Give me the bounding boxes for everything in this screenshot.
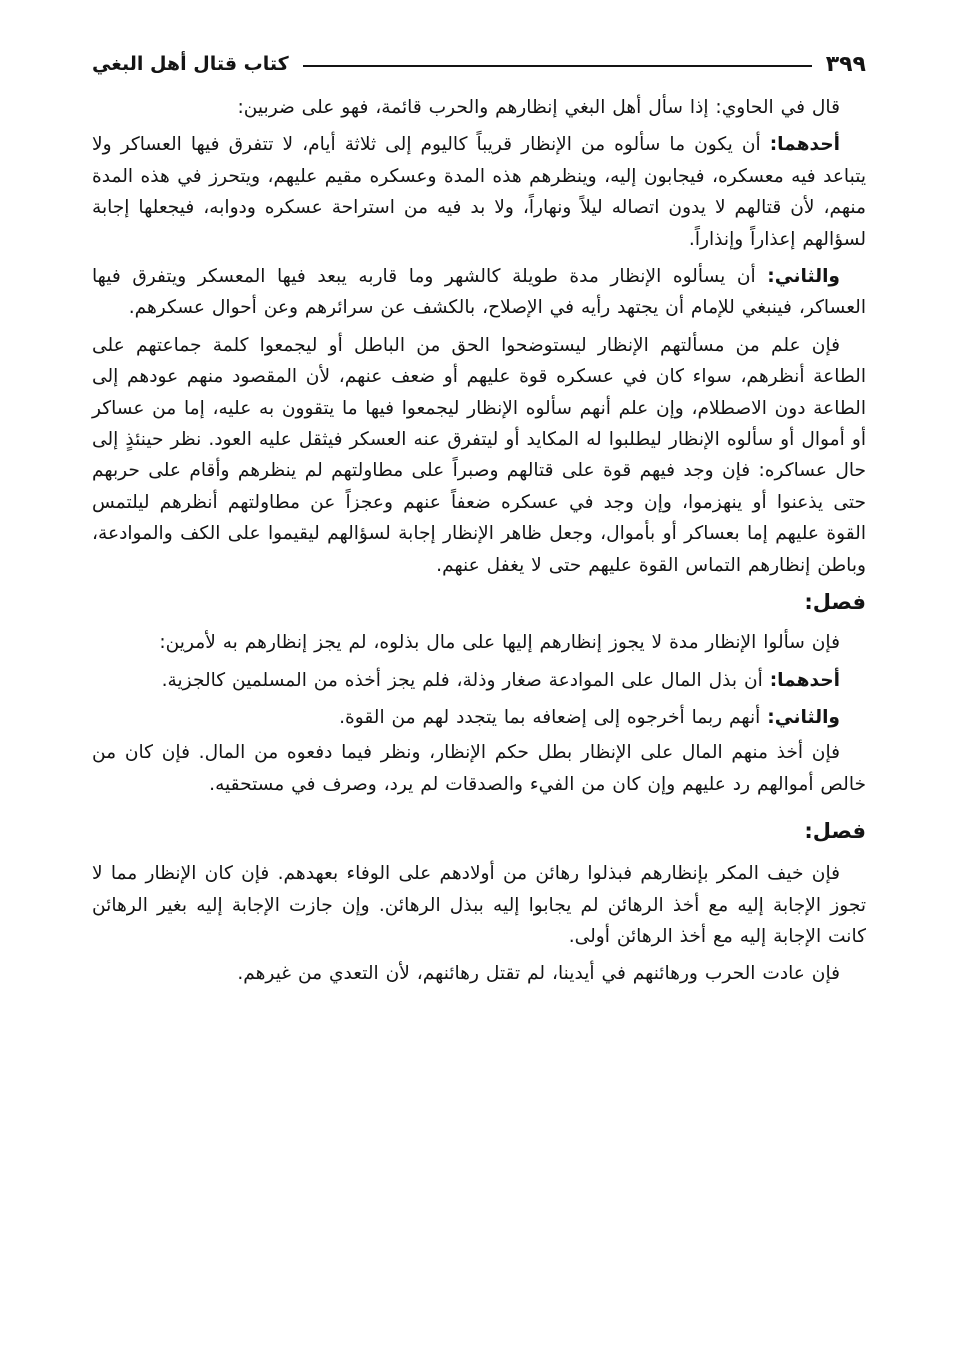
section-heading-two: فصل: xyxy=(804,819,866,844)
reason-one-lead: أحدهما: xyxy=(769,669,840,691)
case-one-paragraph xyxy=(92,129,866,255)
intro-paragraph: قال في الحاوي: إذا سأل أهل البغي إنظارهم والحرب قائمة، فهو على ضربين: xyxy=(237,97,840,118)
section-one-closing: فإن أخذ منهم المال على الإنظار بطل حكم الإنظار، ونظر فيما دفعوه من المال. فإن كان من خالص أموالهم رد عليهم وإن كان من الفيء والصدقات لم يرد، وصرف في مستحقيه. xyxy=(92,742,866,795)
section-one-opening: فإن سألوا الإنظار مدة لا يجوز إنظارهم إليها على مال بذلوه، لم يجز إنظارهم به لأمرين: xyxy=(159,632,840,654)
case-two-text: أن يسألوه الإنظار مدة طويلة كالشهر وما قاربه يبعد فيها المعسكر ويتفرق فيها العساكر، فينبغي للإمام أن يجتهد رأيه في الإصلاح، بالكشف عن سرائرهم وعن أحوال عسكرهم. xyxy=(92,266,866,319)
reason-two-text: أنهم ربما أخرجوه إلى إضعافه بما يتجدد لهم من القوة. xyxy=(339,706,761,728)
book-page xyxy=(92,42,866,996)
section-one-reason-one xyxy=(92,665,866,696)
reason-one-text: أن بذل المال على الموادعة صغار وذلة، فلم يجز أخذه من المسلمين كالجزية. xyxy=(161,669,763,691)
section-two-closing: فإن عادت الحرب ورهائنهم في أيدينا، لم تقتل رهائنهم، لأن التعدي من غيرهم. xyxy=(237,963,840,985)
section-one-reason-two xyxy=(92,702,866,733)
reason-two-lead: والثاني: xyxy=(767,706,840,728)
section-heading-one: فصل: xyxy=(804,590,866,615)
case-two-lead: والثاني: xyxy=(767,266,840,288)
running-header xyxy=(92,42,866,86)
header-rule xyxy=(303,65,812,67)
case-one-lead: أحدهما: xyxy=(769,134,840,156)
book-title: كتاب قتال أهل البغي xyxy=(92,53,289,75)
page-body xyxy=(92,92,866,990)
discussion-paragraph: فإن علم من مسألتهم الإنظار ليستوضحوا الحق من الباطل أو ليجمعوا كلمة جماعتهم على الطاعة أنظرهم، سواء كان في عسكره قوة عليهم أو ضعف عنهم، لأن المقصود منهم عودهم إلى الطاعة دون الاصطلام، وإن علم أنهم سألوه الإنظار ليجمعوا فيها ما يتقوون به عليه، إما من عساكر أو أموال أو سألوه الإنظار ليطلبوا له المكايد أو ليتفرق عنه العسكر فيثقل عليه العود. نظر حينئذٍ إلى حال عساكره: فإن وجد فيهم قوة على قتالهم وصبراً على مطاولتهم لم ينظرهم وأقام على حربهم حتى يذعنوا أو ينهزموا، وإن وجد في عسكره ضعفاً عنهم وعجزاً عن مطاولتهم أنظرهم ليلتمس القوة عليهم إما بعساكر أو بأموال، وجعل ظاهر الإنظار إجابة لسؤالهم ليقيموا على الكف والموادعة، وباطن إنظارهم التماس القوة عليهم حتى لا يغفل عنهم. xyxy=(92,334,866,576)
section-two-opening: فإن خيف المكر بإنظارهم فبذلوا رهائن من أولادهم على الوفاء بعهدهم. فإن كان الإنظار مما لا تجوز الإجابة إليه مع أخذ الرهائن لم يجابوا إليه ببذل الرهائن. وإن جازت الإجابة إليه بغير الرهائن كانت الإجابة إليه مع أخذ الرهائن أولى. xyxy=(92,863,866,947)
case-one-text: أن يكون ما سألوه من الإنظار قريباً كاليوم إلى ثلاثة أيام، لا تتفرق فيها العساكر ولا يتباعد فيه معسكره، فيجابون إليه، وينظرهم هذه المدة وعسكره مقيم عليهم، ويتحرز في هذه المدة منهم، لأن قتالهم لا يدون اتصاله ليلاً ونهاراً، ولا بد فيه من استراحة عسكره ودوابه، فيجعلها إجابة لسؤالهم إعذاراً وإنذاراً. xyxy=(92,134,866,250)
page-number: ٣٩٩ xyxy=(825,51,866,77)
case-two-paragraph xyxy=(92,261,866,324)
